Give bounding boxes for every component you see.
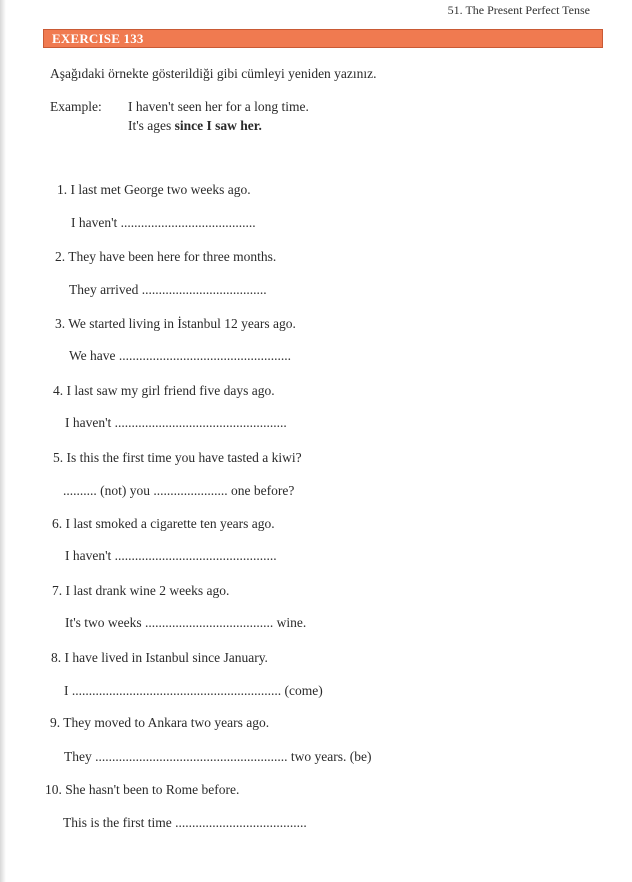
item-10-question: 10. She hasn't been to Rome before. [45,782,240,797]
example-label: Example: [50,99,102,114]
item-1-question: 1. I last met George two weeks ago. [57,182,251,197]
exercise-title: EXERCISE 133 [52,31,144,46]
item-8-question: 8. I have lived in Istanbul since January. [51,650,268,665]
item-7-question: 7. I last drank wine 2 weeks ago. [52,583,230,598]
item-8-answer: I .............................................................. (come) [64,683,323,698]
item-7-answer: It's two weeks ...................................... wine. [65,615,307,630]
item-3-answer: We have ................................................... [69,348,292,363]
page-edge-shadow [0,0,6,882]
item-1-answer: I haven't ........................................ [71,215,256,230]
item-6-question: 6. I last smoked a cigarette ten years ago. [52,516,275,531]
exercise-banner [43,29,603,48]
item-9-question: 9. They moved to Ankara two years ago. [50,715,270,730]
example-line-1: I haven't seen her for a long time. [128,99,309,114]
item-4-answer: I haven't ................................................... [65,415,287,430]
example-line-2-bold: since I saw her. [174,118,262,133]
item-3-question: 3. We started living in İstanbul 12 years ago. [55,316,296,331]
item-4-question: 4. I last saw my girl friend five days ago. [53,383,275,398]
item-2-answer: They arrived ..................................... [69,282,267,297]
item-5-answer: .......... (not) you ...................... one before? [63,483,295,498]
item-9-answer: They ......................................................... two years. (be) [64,749,372,764]
exercise-instruction: Aşağıdaki örnekte gösterildiği gibi cümleyi yeniden yazınız. [50,66,377,81]
item-2-question: 2. They have been here for three months. [55,249,277,264]
example-line-2 [128,118,262,134]
running-header: 51. The Present Perfect Tense [447,3,590,17]
item-10-answer: This is the first time ....................................... [63,815,307,830]
item-6-answer: I haven't ................................................ [65,548,277,563]
example-line-2-plain: It's ages [128,118,172,133]
item-5-question: 5. Is this the first time you have tasted a kiwi? [53,450,302,465]
